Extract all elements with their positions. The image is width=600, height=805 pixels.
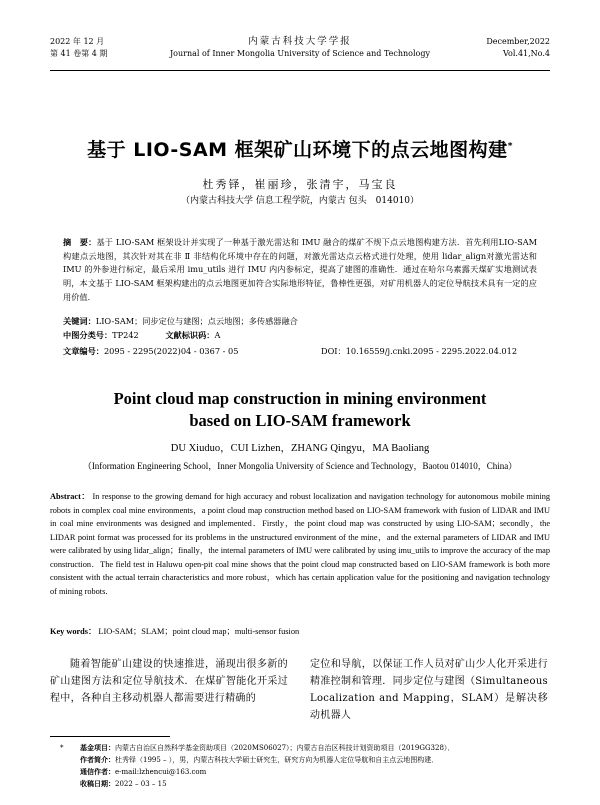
footnote-divider bbox=[50, 736, 170, 737]
header-volume-cn: 第 41 卷第 4 期 bbox=[50, 49, 108, 58]
abstract-cn-label: 摘 要： bbox=[63, 237, 97, 247]
journal-name-en: Journal of Inner Mongolia University of Science and Technology bbox=[169, 49, 431, 58]
journal-name-cn: 内蒙古科技大学学报 bbox=[248, 36, 352, 47]
abstract-cn-text: 基于 LIO-SAM 框架设计并实现了一种基于激光雷达和 IMU 融合的煤矿不规下点云地图构建方法．首先利用LIO-SAM构建点云地图，其次针对其在非 Ⅱ 非结构化环境中存在的问题，对激光雷达点云格式进行处理，使用 lidar_align对激光雷达和 IMU 的外参进行标定，最后采用 imu_utils 进行 IMU 内内参标定，提高了建图的准确性．通过在哈尔乌素露天煤矿实地测试表明，本文基于 LIO-SAM 框架构建出的点云地图更加符合实际地形特征，鲁棒性更强，对矿用机器人的定位导航技术具有一定的应用价值． bbox=[63, 237, 537, 302]
keywords-cn-text: LIO-SAM；同步定位与建图；点云地图；多传感器融合 bbox=[95, 316, 298, 326]
abstract-en-text: In response to the growing demand for high accuracy and robust localization and navigation technology for autonomous mobile mining robots in complex coal mine environments，a point cloud map construction method based on LIO-SAM framework with fusion of LIDAR and IMU in coal mine environments was designed and implemented．Firstly，the point cloud map was constructed by using LIO-SAM；secondly，the LIDAR point format was processed for its problems in the unstructured environment of the mine，and the external parameters of LIDAR and IMU were calibrated by using lidar_align；finally，the internal parameters of IMU were calibrated by using imu_utils to improve the accuracy of the map construction．The field test in Haluwu open-pit coal mine shows that the point cloud map constructed based on LIO-SAM framework is both more consistent with the actual terrain characteristics and more robust，which has certain application value for the positioning and navigation technology of mining robots． bbox=[50, 492, 551, 596]
title-cn-text: 基于 LIO-SAM 框架矿山环境下的点云地图构建 bbox=[87, 139, 508, 161]
title-en-line-1: Point cloud map construction in mining environment bbox=[113, 389, 487, 408]
abstract-cn bbox=[63, 236, 537, 305]
doc-code-value: A bbox=[214, 330, 221, 340]
footnote-contact bbox=[80, 766, 550, 778]
received-date: 2022 – 03 – 15 bbox=[115, 780, 167, 788]
footnote-author bbox=[80, 754, 550, 766]
footnote bbox=[50, 742, 550, 790]
footnote-received bbox=[80, 778, 550, 790]
author-bio-label: 作者简介： bbox=[80, 755, 115, 764]
body-column-left: 随着智能矿山建设的快速推进，涌现出很多新的矿山建图方法和定位导航技术．在煤矿智能化开采过程中，各种自主移动机器人都需要进行精确的 bbox=[50, 659, 288, 704]
title-footnote-mark: * bbox=[507, 141, 513, 152]
title-en-line-2: based on LIO-SAM framework bbox=[189, 411, 411, 430]
doi-label: DOI： bbox=[321, 346, 346, 356]
affiliation-en: （Information Engineering School，Inner Mongolia University of Science and Technology，Baotou 014010，China） bbox=[82, 461, 518, 471]
keywords-en-text: LIO-SAM；SLAM；point cloud map；multi-sensor fusion bbox=[98, 627, 300, 636]
body-column-right: 定位和导航，以保证工作人员对矿山少人化开采进行精准控制和管理．同步定位与建图（Simultaneous Localization and Mapping，SLAM）是解决移动机器人 bbox=[310, 659, 548, 721]
header-date-en: December,2022 bbox=[486, 37, 550, 46]
keywords-en bbox=[50, 625, 299, 637]
author-bio-text: 杜秀铎（1995 – ），男，内蒙古科技大学硕士研究生，研究方向为机器人定位导航和自主点云地图构建． bbox=[115, 756, 439, 764]
clc-label: 中图分类号： bbox=[63, 330, 113, 340]
keywords-en-label: Key words： bbox=[50, 627, 97, 636]
contact-label: 通信作者： bbox=[80, 767, 115, 776]
authors-cn: 杜秀铎，崔丽珍，张清宇，马宝良 bbox=[202, 178, 398, 191]
doi-value: 10.16559/j.cnki.2095 - 2295.2022.04.012 bbox=[345, 346, 518, 356]
header-date-cn: 2022 年 12 月 bbox=[50, 37, 105, 46]
affiliation-cn: （内蒙古科技大学 信息工程学院，内蒙古 包头 014010） bbox=[180, 196, 420, 206]
contact-email: e-mail:lzhencui@163.com bbox=[115, 768, 207, 776]
keywords-cn bbox=[63, 316, 298, 327]
fund-label: 基金项目： bbox=[80, 743, 115, 752]
fund-text: 内蒙古自治区自然科学基金资助项目（2020MS06027）；内蒙古自治区科技计划资助项目（2019GG328）． bbox=[115, 744, 455, 752]
authors-en: DU Xiuduo，CUI Lizhen，ZHANG Qingyu，MA Baoliang bbox=[170, 443, 430, 454]
received-label: 收稿日期： bbox=[80, 779, 115, 788]
header-volume-en: Vol.41,No.4 bbox=[503, 49, 550, 58]
header-date-volume-en bbox=[486, 36, 550, 60]
article-id-label: 文章编号： bbox=[63, 346, 104, 356]
title-cn bbox=[0, 135, 600, 162]
article-id-line bbox=[63, 346, 537, 357]
clc-value: TP242 bbox=[112, 330, 139, 340]
doi bbox=[321, 346, 517, 357]
doc-code-label: 文献标识码： bbox=[165, 330, 215, 340]
keywords-cn-label: 关键词： bbox=[63, 316, 96, 326]
header-journal bbox=[50, 36, 550, 60]
article-id-value: 2095 - 2295(2022)04 - 0367 - 05 bbox=[103, 346, 239, 356]
footnote-marker: * bbox=[60, 744, 64, 752]
abstract-en-label: Abstract： bbox=[50, 492, 91, 501]
footnote-fund bbox=[80, 742, 550, 754]
running-header bbox=[50, 36, 550, 71]
classification-line bbox=[63, 330, 244, 341]
abstract-en bbox=[50, 490, 550, 598]
title-en bbox=[0, 388, 600, 432]
